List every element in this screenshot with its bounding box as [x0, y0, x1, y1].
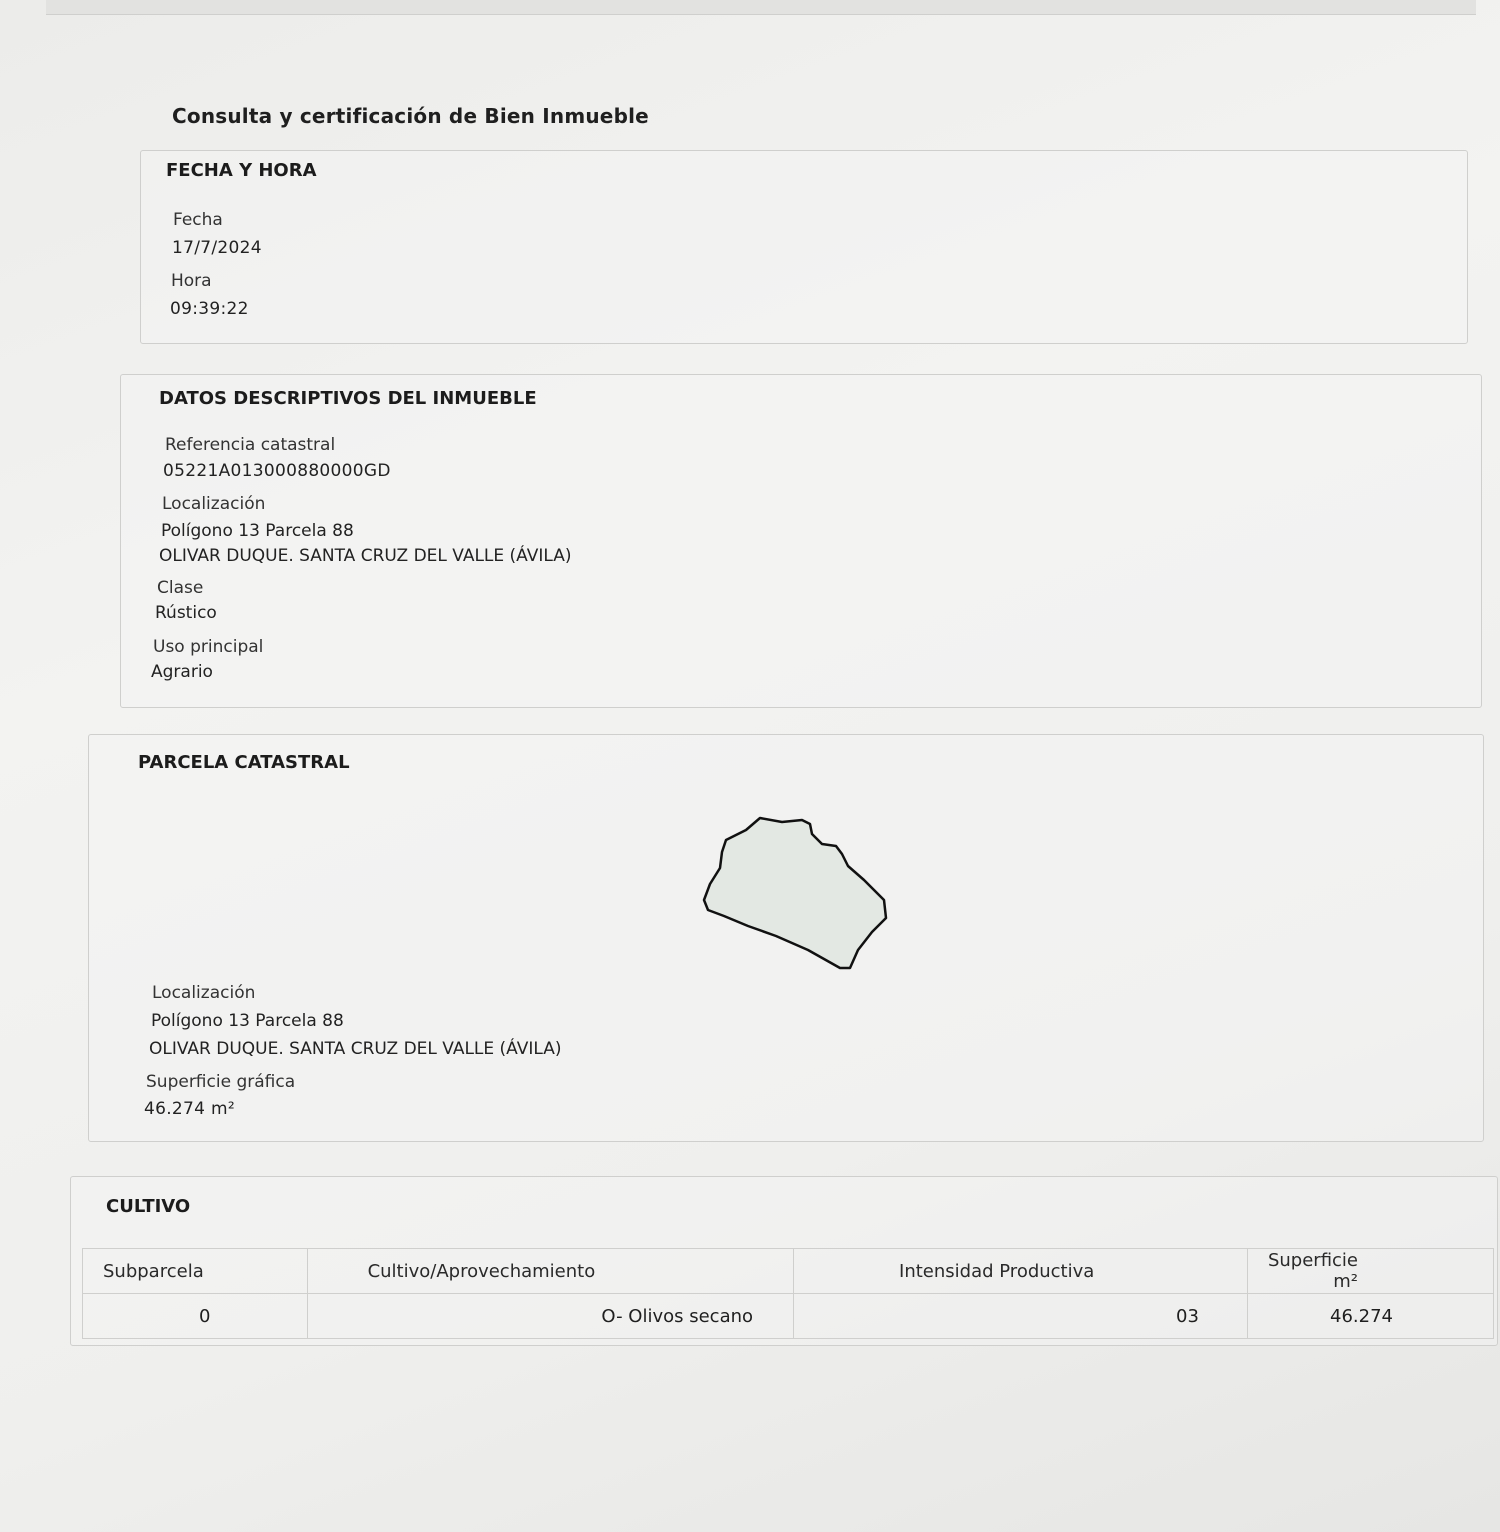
cultivo-table-header: [83, 1249, 1494, 1294]
datos-descriptivos-panel: [120, 374, 1482, 708]
referencia-catastral-label: Referencia catastral: [165, 435, 336, 455]
column-header-subparcela: Subparcela: [83, 1249, 308, 1294]
document-title: Consulta y certificación de Bien Inmueble: [172, 104, 649, 128]
localizacion-label: Localización: [162, 494, 266, 514]
column-header-intensidad: Intensidad Productiva: [794, 1249, 1248, 1294]
superficie-grafica-value: 46.274 m²: [144, 1099, 235, 1119]
hora-label: Hora: [171, 271, 212, 291]
localizacion-line2: OLIVAR DUQUE. SANTA CRUZ DEL VALLE (ÁVILA): [159, 546, 572, 566]
parcel-shape: [690, 810, 900, 980]
column-header-cultivo: Cultivo/Aprovechamiento: [307, 1249, 793, 1294]
cell-subparcela: 0: [83, 1294, 308, 1339]
hora-value: 09:39:22: [170, 299, 249, 319]
cell-superficie: 46.274: [1247, 1294, 1493, 1339]
parcela-catastral-heading: PARCELA CATASTRAL: [138, 752, 350, 773]
fecha-hora-panel: [140, 150, 1468, 344]
table-row: [83, 1294, 1494, 1339]
referencia-catastral-value: 05221A013000880000GD: [163, 461, 391, 481]
cultivo-table: [82, 1248, 1494, 1339]
cultivo-heading: CULTIVO: [106, 1196, 191, 1217]
datos-descriptivos-heading: DATOS DESCRIPTIVOS DEL INMUEBLE: [159, 388, 537, 409]
parcela-localizacion-line2: OLIVAR DUQUE. SANTA CRUZ DEL VALLE (ÁVILA): [149, 1039, 562, 1059]
clase-label: Clase: [157, 578, 204, 598]
column-header-superficie: Superficie m²: [1247, 1249, 1493, 1294]
fecha-hora-heading: FECHA Y HORA: [166, 160, 317, 181]
parcela-localizacion-line1: Polígono 13 Parcela 88: [151, 1011, 344, 1031]
underlying-sheet-edge: [46, 0, 1476, 15]
fecha-value: 17/7/2024: [172, 238, 262, 258]
localizacion-line1: Polígono 13 Parcela 88: [161, 521, 354, 541]
uso-principal-value: Agrario: [151, 662, 213, 682]
cell-cultivo: O- Olivos secano: [307, 1294, 793, 1339]
superficie-grafica-label: Superficie gráfica: [146, 1072, 296, 1092]
cell-intensidad: 03: [794, 1294, 1248, 1339]
clase-value: Rústico: [155, 603, 217, 623]
uso-principal-label: Uso principal: [153, 637, 264, 657]
parcela-localizacion-label: Localización: [152, 983, 256, 1003]
fecha-label: Fecha: [173, 210, 223, 230]
